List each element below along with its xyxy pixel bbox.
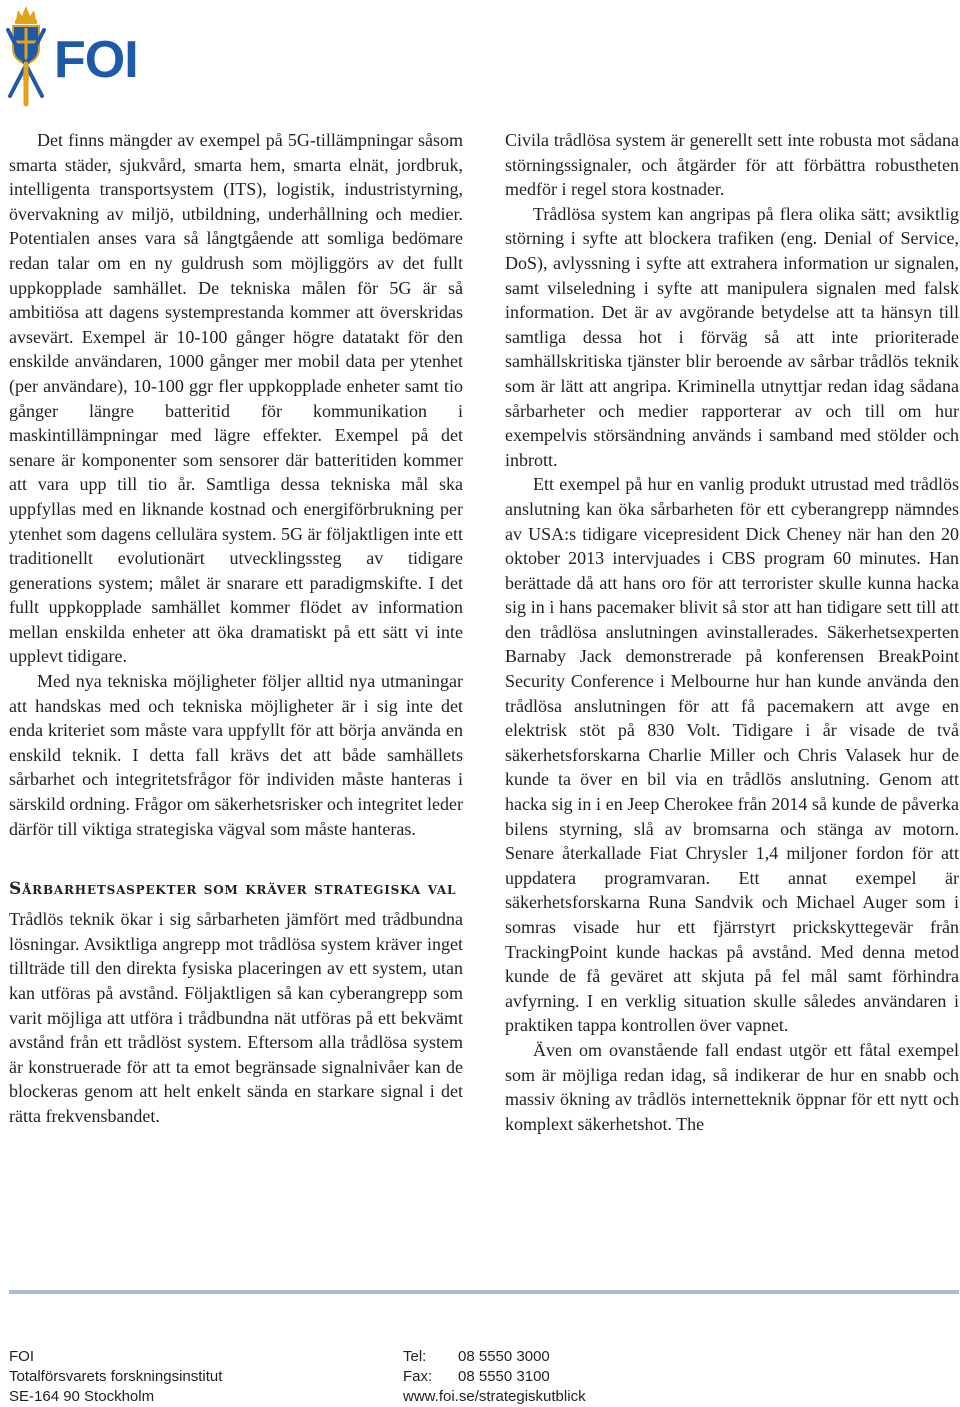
crest-icon bbox=[4, 4, 48, 108]
fax-value: 08 5550 3100 bbox=[458, 1368, 550, 1385]
footer-address: SE-164 90 Stockholm bbox=[9, 1388, 155, 1405]
footer-fax-row bbox=[403, 1367, 586, 1387]
section-heading: Sårbarhetsaspekter som kräver strategiska val bbox=[9, 879, 457, 900]
logo-text: FOI bbox=[54, 31, 138, 89]
right-paragraph-1: Civila trådlösa system är generellt sett inte robusta mot sådana störningssignaler, och åtgärder för att förbättra robustheten medför i regel stora kostnader. bbox=[505, 130, 959, 200]
left-paragraph-3: Trådlös teknik ökar i sig sårbarheten jämfört med trådbundna lösningar. Avsiktliga angrepp mot trådlösa system kräver inget tillträde till den direkta fysiska placeringen av ett system, utan kan utföras på avstånd. Följaktligen så kan cyberangrepp som varit möjliga att utföra i trådbundna nät utföras på ett bekvämt avstånd från ett trådlöst system. Eftersom alla trådlösa system är konstruerade för att ta emot begränsade signalnivåer kan de blockeras genom att helt enkelt sända en starkare signal i det rätta frekvensbandet. bbox=[9, 909, 463, 1126]
fax-label: Fax: bbox=[403, 1368, 433, 1385]
right-paragraph-4: Även om ovanstående fall endast utgör ett fåtal exempel som är möjliga redan idag, så indikerar de hur en snabb och massiv ökning av trådlös internetteknik öppnar för ett nytt och komplext säkerhetshot. The bbox=[505, 1039, 959, 1134]
website-link[interactable]: www.foi.se/strategiskutblick bbox=[403, 1388, 586, 1405]
footer-tel-row bbox=[403, 1347, 586, 1367]
left-column bbox=[9, 128, 463, 1129]
footer-divider bbox=[9, 1290, 959, 1294]
footer-org-short: FOI bbox=[9, 1348, 34, 1365]
footer-contact-block bbox=[403, 1347, 586, 1407]
footer-address-block bbox=[9, 1347, 222, 1407]
right-paragraph-2: Trådlösa system kan angripas på flera olika sätt; avsiktlig störning i syfte att blockera trafiken (eng. Denial of Service, DoS), avlyssning i syfte att extrahera information ur signalen, samt vilseledning i syfte att manipulera signalen med falsk information. Det är av avgörande betydelse att ta hänsyn till samtliga dessa hot i förväg så att inte prioriterade samhällskritiska tjänster blir beroende av sårbar trådlös teknik som är lätt att angripa. Kriminella utnyttjar redan idag sådana sårbarheter och medier rapporterar av och till om hur exempelvis störsändning används i samband med stölder och inbrott. bbox=[505, 203, 959, 470]
left-paragraph-2: Med nya tekniska möjligheter följer alltid nya utmaningar att handskas med och tekniska möjligheter är i sig inte det enda kriteriet som måste vara uppfyllt för att börja använda en enskild teknik. I detta fall krävs det att både samhällets sårbarhet och integritetsfrågor för individen måste hanteras i särskild ordning. Frågor om säkerhetsrisker och integritet leder därför till viktiga strategiska vägval som måste hanteras. bbox=[9, 671, 463, 839]
left-paragraph-1: Det finns mängder av exempel på 5G-tillämpningar såsom smarta städer, sjukvård, smarta hem, smarta elnät, jordbruk, intelligenta transportsystem (ITS), logistik, industristyrning, övervakning av miljö, utbildning, underhållning och medier. Potentialen anses vara så långtgående att somliga bedömare redan talar om en ny guldrush som möjliggörs av det fullt uppkopplade samhället. De tekniska målen för 5G är så ambitiösa att dagens systemprestanda kommer att överskridas avsevärt. Exempel är 10-100 gånger högre datatakt för den enskilde användaren, 1000 gånger mer mobil data per ytenhet (per användare), 10-100 ggr fler uppkopplade enheter samt tio gånger längre batteritid för kommunikation i maskintillämpningar med lägre effekter. Exempel på det senare är komponenter som sensorer där batteritiden kommer att vara upp till tio år. Samtliga dessa tekniska mål ska uppfyllas med en liknande kostnad och energiförbrukning per ytenhet som dagens cellulära system. 5G är följaktligen inte ett traditionellt evolutionärt utvecklingssteg av tidigare generations system; målet är snarare ett paradigmskifte. I det fullt uppkopplade samhället kommer flödet av information mellan enskilda enheter att öka dramatiskt på ett sätt vi inte upplevt tidigare. bbox=[9, 130, 463, 667]
tel-value: 08 5550 3000 bbox=[458, 1348, 550, 1365]
right-paragraph-3: Ett exempel på hur en vanlig produkt utrustad med trådlös anslutning kan öka sårbarheten för ett cyberangrepp nämndes av USA:s tidigare vicepresident Dick Cheney när han den 20 oktober 2013 intervjuades i CBS program 60 minutes. Han berättade då att hans oro för att terrorister skulle kunna hacka sig in i hans pacemaker blivit så stor att han tidigare sett till att den trådlösa anslutningen avinstallerades. Säkerhetsexperten Barnaby Jack demonstrerade på konferensen BreakPoint Security Conference i Melbourne hur han kunde använda den trådlösa anslutningen för att få pacemakern att avge en elektrisk stöt på 830 Volt. Tidigare i år visade de två säkerhetsforskarna Charlie Miller och Chris Valasek hur de kunde ta över en bil via en trådlös anslutning. Genom att hacka sig in i en Jeep Cherokee från 2014 så kunde de påverka bilens styrning, slå av bromsarna och stänga av motorn. Senare återkallade Fiat Chrysler 1,4 miljoner fordon för att uppdatera programvaran. Ett annat exempel är säkerhetsforskarna Runa Sandvik och Michael Auger som i somras visade hur ett fjärrstyrt prickskyttegevär från TrackingPoint kunde hackas på avstånd. Med denna metod kunde de få geväret att skjuta på fel mål samt förhindra avfyrning. I en verklig situation skulle således användaren i praktiken tappa kontrollen över vapnet. bbox=[505, 474, 959, 1036]
right-column bbox=[505, 128, 959, 1136]
tel-label: Tel: bbox=[403, 1348, 427, 1365]
foi-logo bbox=[4, 4, 154, 108]
footer-org-name: Totalförsvarets forskningsinstitut bbox=[9, 1368, 223, 1385]
